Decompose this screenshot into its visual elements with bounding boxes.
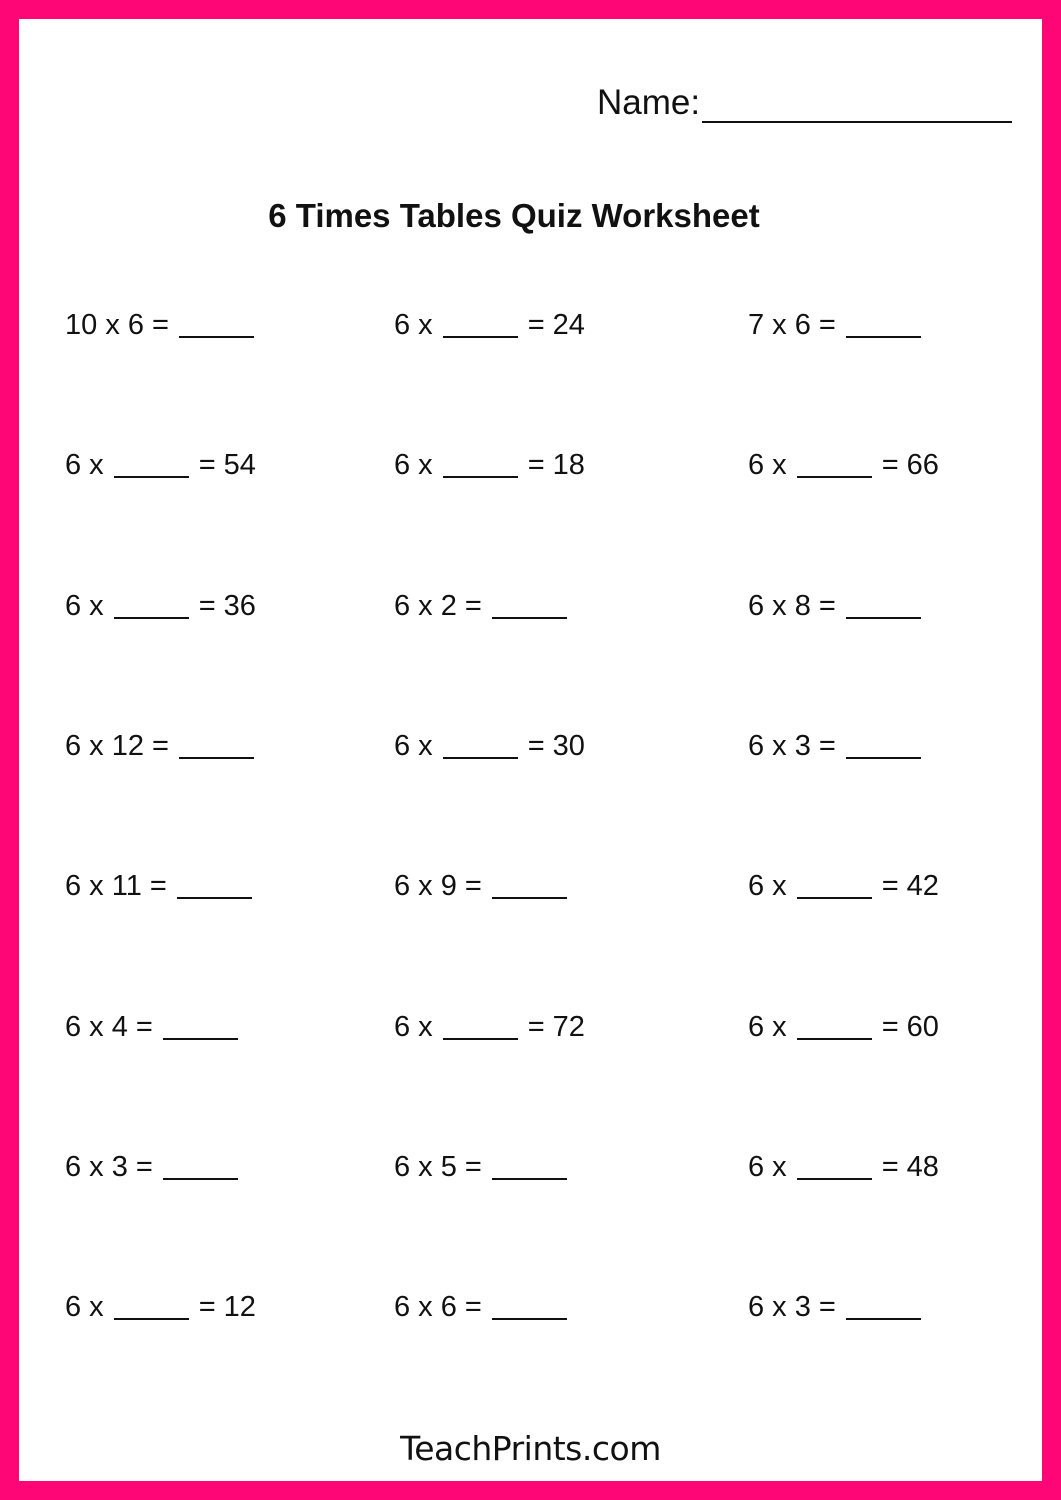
problem-prefix: 6 x 12 =	[65, 729, 169, 762]
problem	[65, 1011, 248, 1044]
answer-blank[interactable]	[492, 871, 567, 899]
answer-blank[interactable]	[163, 1152, 238, 1180]
problem	[65, 590, 256, 623]
problem-suffix: = 66	[881, 449, 939, 482]
answer-blank[interactable]	[797, 1152, 872, 1180]
problem-prefix: 6 x	[748, 449, 787, 482]
answer-blank[interactable]	[443, 731, 518, 759]
problem-prefix: 6 x 9 =	[394, 870, 482, 903]
answer-blank[interactable]	[846, 731, 921, 759]
problem	[394, 449, 585, 482]
problem-suffix: = 36	[198, 589, 256, 622]
problem	[394, 1151, 577, 1184]
answer-blank[interactable]	[492, 591, 567, 619]
problem-suffix: = 54	[198, 449, 256, 482]
problem-suffix: = 60	[881, 1010, 939, 1043]
problem-prefix: 10 x 6 =	[65, 309, 169, 341]
problem-prefix: 6 x 4 =	[65, 1010, 153, 1043]
problem-prefix: 6 x 3 =	[748, 1291, 836, 1324]
answer-blank[interactable]	[797, 450, 872, 478]
problem	[65, 870, 262, 903]
answer-blank[interactable]	[846, 1292, 921, 1320]
problem-prefix: 7 x 6 =	[748, 309, 836, 341]
problem	[748, 1011, 939, 1044]
answer-blank[interactable]	[797, 1012, 872, 1040]
answer-blank[interactable]	[179, 310, 254, 338]
name-field	[597, 83, 1012, 123]
problem	[65, 1151, 248, 1184]
answer-blank[interactable]	[163, 1012, 238, 1040]
answer-blank[interactable]	[443, 1012, 518, 1040]
problem-prefix: 6 x	[748, 870, 787, 903]
problem-prefix: 6 x	[65, 589, 104, 622]
problem	[65, 730, 264, 763]
problem-prefix: 6 x	[394, 309, 433, 341]
problem	[748, 730, 931, 763]
answer-blank[interactable]	[492, 1292, 567, 1320]
problem-prefix: 6 x	[65, 449, 104, 482]
problem	[394, 870, 577, 903]
answer-blank[interactable]	[846, 591, 921, 619]
problem-suffix: = 18	[527, 449, 585, 482]
problem-prefix: 6 x	[748, 1150, 787, 1183]
answer-blank[interactable]	[846, 310, 921, 338]
footer-logo: TeachPrints.com	[400, 1429, 661, 1468]
name-label: Name:	[597, 83, 701, 122]
problem	[394, 730, 585, 763]
problem	[394, 590, 577, 623]
problem-prefix: 6 x 8 =	[748, 589, 836, 622]
problem-prefix: 6 x 11 =	[65, 870, 167, 903]
problem-prefix: 6 x	[394, 1010, 433, 1043]
answer-blank[interactable]	[797, 871, 872, 899]
problem	[748, 449, 939, 482]
problem-prefix: 6 x	[394, 729, 433, 762]
problem-prefix: 6 x 6 =	[394, 1291, 482, 1324]
problem	[65, 449, 256, 482]
problem	[65, 309, 264, 342]
answer-blank[interactable]	[179, 731, 254, 759]
problem-prefix: 6 x	[65, 1291, 104, 1324]
answer-blank[interactable]	[114, 450, 189, 478]
answer-blank[interactable]	[443, 450, 518, 478]
problem-prefix: 6 x	[748, 1010, 787, 1043]
problem-suffix: = 12	[198, 1291, 256, 1324]
answer-blank[interactable]	[114, 1292, 189, 1320]
answer-blank[interactable]	[114, 591, 189, 619]
problem	[394, 1011, 585, 1044]
problem-suffix: = 72	[527, 1010, 585, 1043]
problem	[748, 309, 931, 342]
problem-suffix: = 42	[881, 870, 939, 903]
answer-blank[interactable]	[443, 310, 518, 338]
problem-suffix: = 30	[527, 729, 585, 762]
worksheet-title: 6 Times Tables Quiz Worksheet	[268, 197, 760, 234]
problem-prefix: 6 x 5 =	[394, 1150, 482, 1183]
problem	[65, 1291, 256, 1324]
problem-prefix: 6 x	[394, 449, 433, 482]
answer-blank[interactable]	[492, 1152, 567, 1180]
answer-blank[interactable]	[177, 871, 252, 899]
problem	[748, 1151, 939, 1184]
problem-suffix: = 48	[881, 1150, 939, 1183]
name-blank[interactable]	[702, 85, 1012, 123]
problem-suffix: = 24	[527, 309, 585, 341]
problem-prefix: 6 x 3 =	[65, 1150, 153, 1183]
problem	[748, 1291, 931, 1324]
problem-prefix: 6 x 2 =	[394, 589, 482, 622]
problem	[394, 309, 585, 342]
problem	[748, 590, 931, 623]
worksheet-page	[19, 19, 1042, 1481]
problem	[394, 1291, 577, 1324]
problem-prefix: 6 x 3 =	[748, 729, 836, 762]
problem	[748, 870, 939, 903]
